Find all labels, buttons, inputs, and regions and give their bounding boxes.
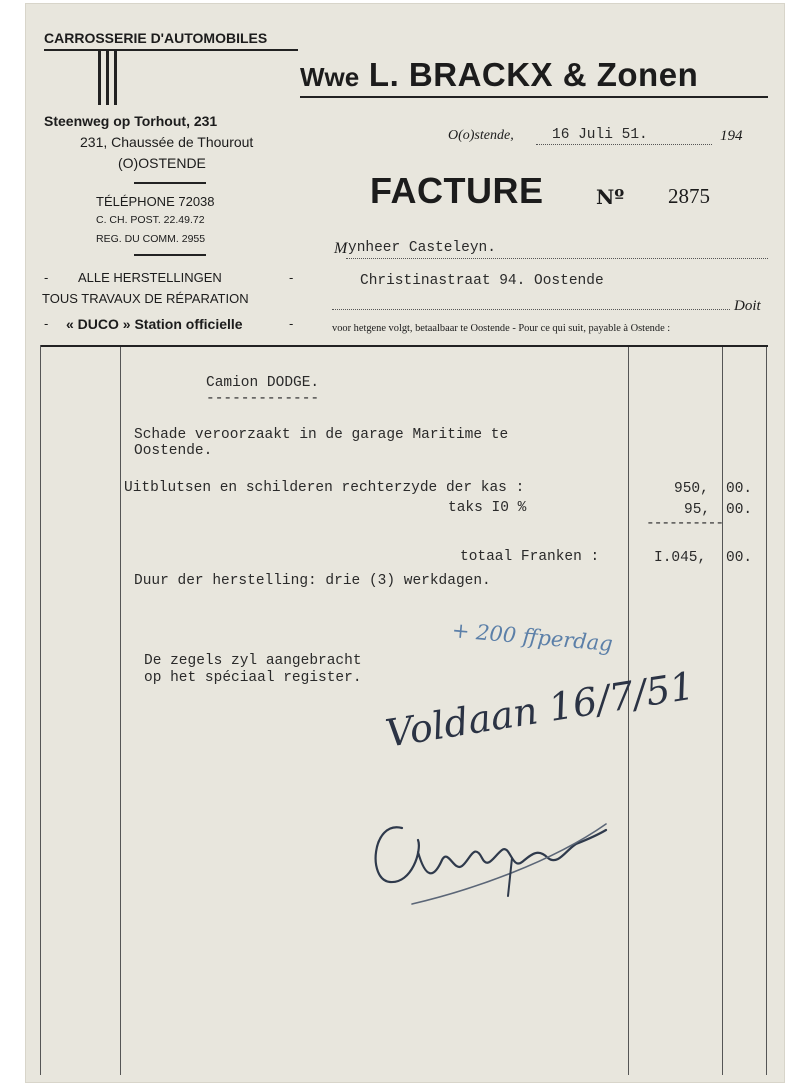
sum-dashes: ---------- bbox=[646, 516, 724, 532]
pillar-bar bbox=[114, 50, 117, 105]
total-cents: 00. bbox=[726, 550, 753, 566]
table-top-rule bbox=[40, 345, 768, 347]
table-col-left bbox=[40, 345, 41, 1075]
place-prefix: O(o)stende, bbox=[448, 128, 514, 143]
description-line-2: Oostende. bbox=[134, 443, 213, 459]
doit-label: Doit bbox=[734, 298, 761, 314]
tax-francs: 95, bbox=[684, 502, 711, 518]
pillar-bar bbox=[98, 50, 101, 105]
table-col-cents bbox=[722, 347, 723, 1075]
dash: - bbox=[289, 316, 294, 331]
handwritten-paid-note: Voldaan 16/7/51 bbox=[382, 663, 698, 756]
customer-prefix: M bbox=[334, 240, 348, 257]
subject-underline: ------------- bbox=[206, 391, 320, 407]
subject: Camion DODGE. bbox=[206, 375, 320, 391]
company-activity: CARROSSERIE D'AUTOMOBILES bbox=[44, 30, 268, 46]
description-line-1: Schade veroorzaakt in de garage Maritime te bbox=[134, 427, 509, 443]
line-item-description: Uitblutsen en schilderen rechterzyde der kas : bbox=[124, 480, 525, 496]
address-fr: 231, Chaussée de Thourout bbox=[80, 134, 254, 150]
line-item-cents: 00. bbox=[726, 481, 753, 497]
customer-address: Christinastraat 94. Oostende bbox=[360, 273, 604, 289]
invoice-number: 2875 bbox=[668, 184, 710, 208]
total-label: totaal Franken : bbox=[460, 549, 600, 565]
tax-label: taks I0 % bbox=[448, 500, 527, 516]
dash: - bbox=[44, 316, 49, 331]
dash: - bbox=[44, 270, 49, 285]
commerce-register: REG. DU COMM. 2955 bbox=[96, 233, 206, 245]
invoice-title: FACTURE bbox=[370, 170, 544, 211]
stamps-note-1: De zegels zyl aangebracht bbox=[144, 653, 362, 669]
table-col-margin bbox=[120, 347, 121, 1075]
stamps-note-2: op het spéciaal register. bbox=[144, 670, 362, 686]
address-dotline bbox=[332, 309, 730, 310]
signature-stroke bbox=[376, 827, 606, 882]
invoice-date: 16 Juli 51. bbox=[552, 127, 648, 143]
telephone: TÉLÉPHONE 72038 bbox=[96, 194, 215, 209]
postal-account: C. CH. POST. 22.49.72 bbox=[96, 214, 205, 226]
header-rule-left bbox=[44, 49, 298, 51]
signature-tick bbox=[508, 858, 512, 896]
invoice-number-label: Nº bbox=[596, 185, 625, 209]
year-print: 194 bbox=[720, 128, 743, 144]
divider-short bbox=[134, 182, 206, 184]
services-nl: ALLE HERSTELLINGEN bbox=[78, 270, 222, 285]
company-name-main: L. BRACKX & Zonen bbox=[368, 56, 699, 93]
services-fr: TOUS TRAVAUX DE RÉPARATION bbox=[42, 291, 249, 306]
repair-duration: Duur der herstelling: drie (3) werkdagen. bbox=[134, 573, 491, 589]
tax-cents: 00. bbox=[726, 502, 753, 518]
company-name-prefix: Wwe bbox=[300, 62, 360, 92]
customer-dotline bbox=[346, 258, 768, 259]
total-francs: I.045, bbox=[654, 550, 707, 566]
handwritten-rate-note: + 200 ffperdag bbox=[450, 618, 614, 657]
city: (O)OSTENDE bbox=[118, 155, 206, 171]
address-nl: Steenweg op Torhout, 231 bbox=[44, 113, 218, 129]
date-dotline bbox=[536, 144, 712, 145]
company-name bbox=[300, 56, 698, 94]
signature bbox=[362, 800, 622, 910]
pillar-bar bbox=[106, 50, 109, 105]
line-item-francs: 950, bbox=[674, 481, 709, 497]
table-col-right bbox=[766, 347, 767, 1075]
duco-station: « DUCO » Station officielle bbox=[66, 316, 243, 332]
customer-name: ynheer Casteleyn. bbox=[348, 240, 496, 256]
payment-terms: voor hetgene volgt, betaalbaar te Oostende - Pour ce qui suit, payable à Ostende : bbox=[332, 323, 671, 334]
dash: - bbox=[289, 270, 294, 285]
divider-short bbox=[134, 254, 206, 256]
header-rule-right bbox=[300, 96, 768, 98]
